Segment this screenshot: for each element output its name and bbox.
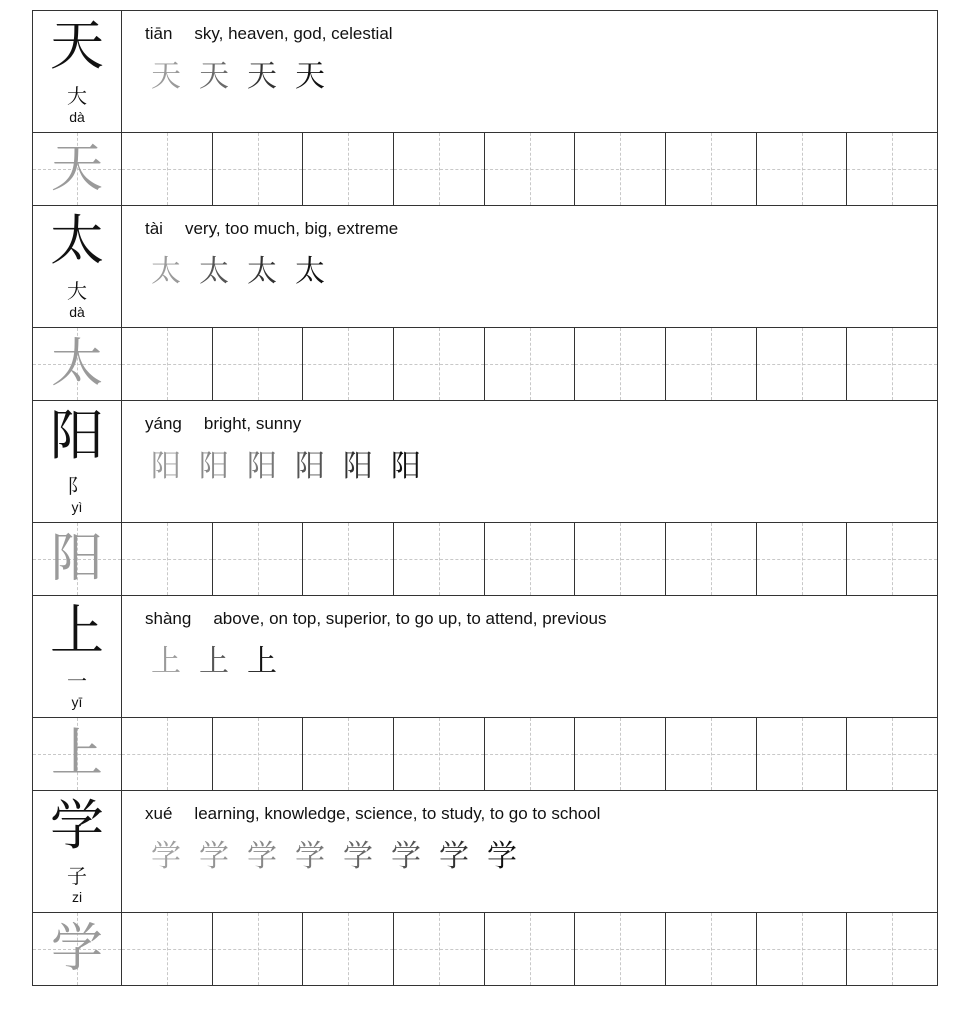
practice-box[interactable]: [757, 133, 848, 205]
hanzi-character: 上: [50, 599, 104, 662]
practice-grid: [122, 133, 937, 205]
radical: 子: [67, 864, 87, 888]
trace-box: [33, 133, 122, 205]
hanzi-character: 太: [50, 209, 104, 272]
practice-box[interactable]: [122, 913, 213, 985]
stroke-order-sequence: [145, 57, 331, 97]
hanzi-character: 阳: [50, 404, 104, 467]
practice-box[interactable]: [213, 913, 304, 985]
stroke-step: 阳: [391, 449, 421, 484]
practice-box[interactable]: [394, 328, 485, 400]
practice-row: [33, 913, 937, 986]
practice-grid: [122, 328, 937, 400]
meaning: learning, knowledge, science, to study, to go to school: [194, 804, 601, 823]
practice-box[interactable]: [122, 523, 213, 595]
character-info-row: [33, 596, 937, 718]
meaning: sky, heaven, god, celestial: [194, 24, 393, 43]
practice-box[interactable]: [757, 523, 848, 595]
stroke-step: 太: [199, 254, 229, 289]
trace-box: [33, 523, 122, 595]
radical: 大: [67, 279, 87, 303]
stroke-step: 上: [199, 644, 229, 679]
stroke-step: 阳: [151, 449, 181, 484]
practice-box[interactable]: [394, 523, 485, 595]
definition-line: [145, 608, 607, 630]
stroke-step: 上: [247, 644, 277, 679]
trace-character: 学: [50, 919, 103, 979]
stroke-step: 学: [247, 839, 277, 874]
stroke-step: 太: [151, 254, 181, 289]
practice-box[interactable]: [213, 718, 304, 790]
practice-box[interactable]: [666, 133, 757, 205]
radical: 大: [67, 84, 87, 108]
stroke-step: 阳: [343, 449, 373, 484]
radical-pinyin: yì: [71, 499, 83, 515]
meaning: bright, sunny: [203, 414, 302, 433]
pinyin: yáng: [145, 414, 182, 433]
stroke-order-sequence: [145, 642, 283, 682]
stroke-step: 天: [295, 59, 325, 94]
practice-box[interactable]: [847, 523, 937, 595]
character-cell: [33, 791, 122, 912]
character-cell: [33, 401, 122, 522]
stroke-step: 学: [439, 839, 469, 874]
stroke-step: 天: [199, 59, 229, 94]
definition-line: [145, 218, 398, 240]
radical-pinyin: dà: [69, 304, 85, 320]
stroke-step: 太: [295, 254, 325, 289]
practice-box[interactable]: [666, 913, 757, 985]
practice-box[interactable]: [847, 913, 937, 985]
stroke-step: 学: [151, 839, 181, 874]
stroke-order-sequence: [145, 837, 523, 877]
practice-box[interactable]: [303, 133, 394, 205]
practice-box[interactable]: [303, 328, 394, 400]
character-cell: [33, 11, 122, 132]
character-info-row: [33, 791, 937, 913]
trace-character: 天: [50, 139, 103, 199]
stroke-step: 学: [199, 839, 229, 874]
practice-box[interactable]: [847, 133, 937, 205]
practice-row: [33, 133, 937, 206]
practice-box[interactable]: [666, 523, 757, 595]
stroke-step: 阳: [247, 449, 277, 484]
practice-box[interactable]: [847, 718, 937, 790]
stroke-order-sequence: [145, 252, 331, 292]
practice-box[interactable]: [485, 328, 576, 400]
meaning: above, on top, superior, to go up, to attend, previous: [213, 609, 607, 628]
practice-box[interactable]: [757, 718, 848, 790]
trace-character: 上: [50, 724, 103, 784]
stroke-step: 阳: [199, 449, 229, 484]
practice-box[interactable]: [575, 718, 666, 790]
practice-box[interactable]: [575, 328, 666, 400]
stroke-step: 学: [295, 839, 325, 874]
character-cell: [33, 596, 122, 717]
practice-box[interactable]: [485, 523, 576, 595]
hanzi-character: 天: [50, 14, 104, 77]
character-info-row: [33, 11, 937, 133]
practice-grid: [122, 913, 937, 985]
meaning: very, too much, big, extreme: [184, 219, 399, 238]
pinyin: tiān: [145, 24, 173, 43]
practice-box[interactable]: [213, 328, 304, 400]
trace-box: [33, 913, 122, 985]
practice-row: [33, 328, 937, 401]
practice-box[interactable]: [394, 718, 485, 790]
practice-box[interactable]: [485, 718, 576, 790]
practice-box[interactable]: [303, 523, 394, 595]
practice-box[interactable]: [666, 718, 757, 790]
pinyin: tài: [145, 219, 163, 238]
practice-grid: [122, 523, 937, 595]
trace-box: [33, 718, 122, 790]
character-cell: [33, 206, 122, 327]
character-info-row: [33, 401, 937, 523]
radical-pinyin: dà: [69, 109, 85, 125]
stroke-step: 学: [343, 839, 373, 874]
trace-box: [33, 328, 122, 400]
stroke-step: 天: [151, 59, 181, 94]
practice-box[interactable]: [575, 913, 666, 985]
stroke-step: 天: [247, 59, 277, 94]
practice-box[interactable]: [485, 133, 576, 205]
practice-box[interactable]: [575, 133, 666, 205]
practice-row: [33, 718, 937, 791]
stroke-step: 太: [247, 254, 277, 289]
stroke-step: 学: [487, 839, 517, 874]
practice-box[interactable]: [122, 718, 213, 790]
definition-line: [145, 413, 301, 435]
pinyin: shàng: [145, 609, 192, 628]
practice-box[interactable]: [485, 913, 576, 985]
practice-box[interactable]: [303, 913, 394, 985]
practice-box[interactable]: [575, 523, 666, 595]
practice-row: [33, 523, 937, 596]
radical-pinyin: yī: [71, 694, 83, 710]
hanzi-character: 学: [50, 794, 104, 857]
practice-sheet: [32, 10, 938, 986]
practice-box[interactable]: [847, 328, 937, 400]
character-info-row: [33, 206, 937, 328]
trace-character: 太: [50, 334, 103, 394]
practice-box[interactable]: [122, 328, 213, 400]
practice-box[interactable]: [394, 133, 485, 205]
practice-box[interactable]: [303, 718, 394, 790]
practice-box[interactable]: [122, 133, 213, 205]
stroke-step: 阳: [295, 449, 325, 484]
practice-box[interactable]: [757, 328, 848, 400]
stroke-step: 上: [151, 644, 181, 679]
pinyin: xué: [145, 804, 173, 823]
practice-box[interactable]: [666, 328, 757, 400]
practice-box[interactable]: [213, 133, 304, 205]
radical: 一: [67, 669, 87, 693]
radical-pinyin: zi: [71, 889, 83, 905]
practice-box[interactable]: [213, 523, 304, 595]
definition-line: [145, 803, 600, 825]
radical: 阝: [67, 474, 87, 498]
stroke-step: 学: [391, 839, 421, 874]
definition-line: [145, 23, 393, 45]
stroke-order-sequence: [145, 447, 427, 487]
practice-box[interactable]: [757, 913, 848, 985]
practice-grid: [122, 718, 937, 790]
trace-character: 阳: [50, 529, 103, 589]
practice-box[interactable]: [394, 913, 485, 985]
